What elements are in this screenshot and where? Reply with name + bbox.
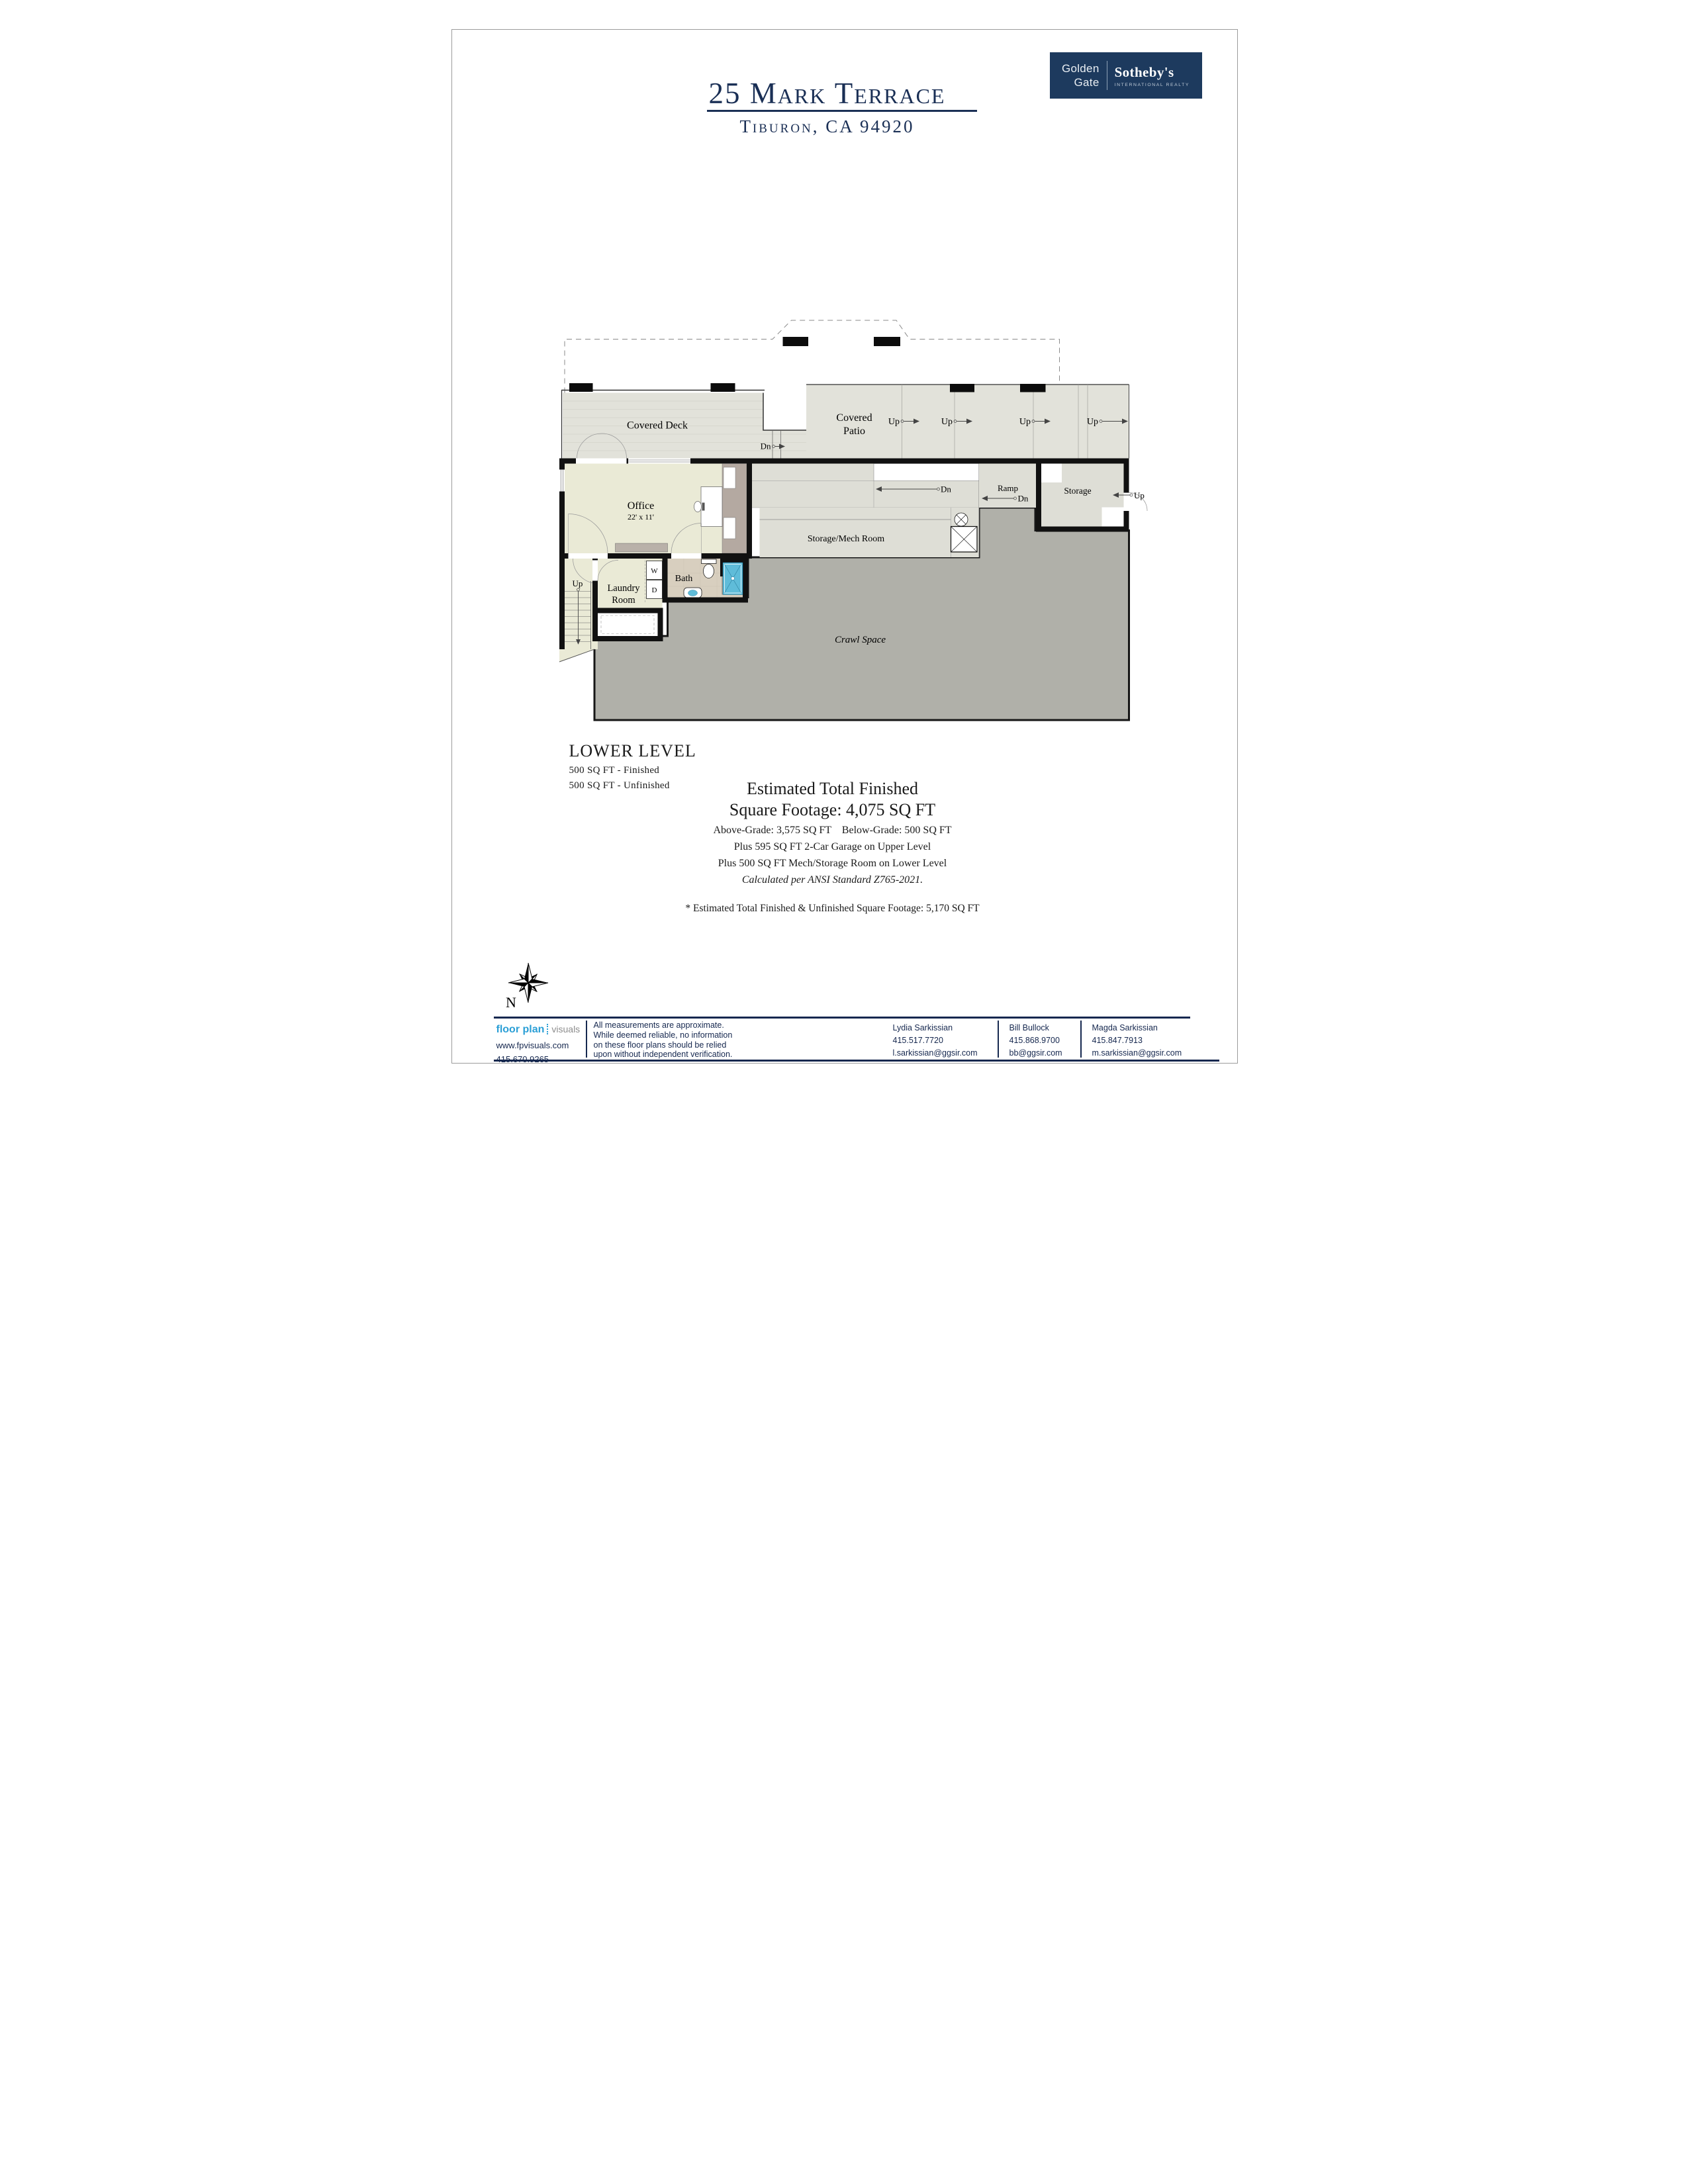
- contact-phone: 415.847.7913: [1092, 1035, 1143, 1045]
- compass-n-label: N: [505, 994, 516, 1010]
- office-chair: [694, 502, 701, 512]
- office-label: Office: [627, 500, 654, 512]
- office-dims-label: 22' x 11': [627, 512, 654, 522]
- compass-rose: [503, 960, 553, 1013]
- fpvisuals-brand-suffix: visuals: [547, 1024, 580, 1034]
- toilet-tank: [701, 559, 716, 564]
- sink: [688, 590, 697, 596]
- covered-deck-label: Covered Deck: [626, 420, 688, 432]
- disclaimer-line: All measurements are approximate.: [593, 1021, 724, 1030]
- svg-text:Up: Up: [1086, 417, 1098, 427]
- fpvisuals-brand: floor plan: [496, 1024, 545, 1035]
- square-footage-summary: [634, 778, 1031, 915]
- disclaimer-line: on these floor plans should be relied: [593, 1040, 727, 1050]
- contact-name: Lydia Sarkissian: [892, 1023, 953, 1032]
- disclaimer-line: While deemed reliable, no information: [593, 1030, 733, 1040]
- summary-line5: Plus 500 SQ FT Mech/Storage Room on Lower Level: [718, 858, 947, 870]
- contact-name: Magda Sarkissian: [1092, 1023, 1158, 1032]
- crawl-space-label: Crawl Space: [834, 635, 886, 645]
- post: [874, 337, 900, 346]
- disclaimer-line: upon without independent verification.: [593, 1050, 733, 1060]
- property-subtitle: Tiburon, CA 94920: [739, 116, 915, 136]
- disclaimer: [594, 1021, 733, 1060]
- storage-mech-label: Storage/Mech Room: [807, 534, 884, 544]
- summary-line4: Plus 595 SQ FT 2-Car Garage on Upper Level: [733, 841, 931, 853]
- post: [950, 384, 974, 392]
- contact-phone: 415.868.9700: [1009, 1035, 1060, 1045]
- brokerage-logo: [1050, 52, 1202, 99]
- summary-line2: Square Footage: 4,075 SQ FT: [729, 799, 936, 819]
- logo-gate: Gate: [1074, 76, 1100, 89]
- covered-patio-label: Patio: [843, 426, 865, 437]
- footer-divider: [998, 1021, 999, 1058]
- contact-email: l.sarkissian@ggsir.com: [892, 1048, 978, 1058]
- property-title: 25 Mark Terrace: [708, 77, 946, 110]
- bath-label: Bath: [675, 574, 692, 584]
- summary-line3: Above-Grade: 3,575 SQ FT Below-Grade: 500 SQ FT: [713, 825, 952, 837]
- svg-text:D: D: [651, 586, 657, 594]
- fpvisuals-block: [496, 1021, 581, 1066]
- summary-footnote: * Estimated Total Finished & Unfinished Square Footage: 5,170 SQ FT: [685, 903, 980, 915]
- contact-name: Bill Bullock: [1009, 1023, 1049, 1032]
- ramp-dn-label: Dn: [1017, 493, 1028, 504]
- footer-divider: [1080, 1021, 1082, 1058]
- footer-bottom-rule: [494, 1060, 1219, 1062]
- floor-plan-lower-level: [551, 304, 1150, 721]
- covered-patio-label: Covered: [835, 412, 872, 424]
- contact-bill: [1009, 1022, 1062, 1059]
- interior-dn-label: Dn: [940, 484, 951, 494]
- logo-golden: Golden: [1061, 62, 1100, 75]
- ramp-label: Ramp: [997, 483, 1018, 493]
- deck-dn-label: Dn: [760, 441, 771, 451]
- document-page: [422, 0, 1266, 1092]
- svg-text:Up: Up: [1019, 417, 1031, 427]
- storage-label: Storage: [1063, 486, 1092, 496]
- title-underline: [707, 110, 977, 112]
- storage-up-label: Up: [1133, 490, 1145, 500]
- contact-email: bb@ggsir.com: [1009, 1048, 1062, 1058]
- contact-phone: 415.517.7720: [892, 1035, 943, 1045]
- summary-line1: Estimated Total Finished: [746, 779, 919, 798]
- logo-golden-gate: [1062, 62, 1100, 90]
- level-finished: 500 SQ FT - Finished: [569, 765, 660, 776]
- logo-sothebys: Sotheby's: [1114, 64, 1174, 80]
- footer-divider: [586, 1021, 587, 1058]
- svg-text:Up: Up: [941, 417, 953, 427]
- laundry-label: Room: [611, 595, 635, 606]
- fpvisuals-website: www.fpvisuals.com: [496, 1040, 569, 1050]
- toilet: [703, 565, 714, 578]
- level-unfinished: 500 SQ FT - Unfinished: [569, 780, 670, 791]
- stairs-up-label: Up: [572, 578, 583, 588]
- summary-line6: Calculated per ANSI Standard Z765-2021.: [741, 874, 923, 886]
- fpvisuals-logo: [496, 1021, 581, 1038]
- roofline-dashed: [565, 320, 1060, 393]
- office-credenza: [615, 543, 667, 552]
- laundry-label: Laundry: [606, 583, 640, 594]
- fpvisuals-phone: 415.670.9265: [496, 1054, 549, 1064]
- page-title: [629, 78, 1026, 109]
- logo-sothebys-block: [1115, 64, 1190, 87]
- contact-lydia: [893, 1022, 978, 1059]
- logo-international-realty: INTERNATIONAL REALTY: [1114, 82, 1190, 87]
- footer: [422, 1019, 1266, 1064]
- contact-magda: [1092, 1022, 1182, 1059]
- footer-top-rule: [494, 1017, 1190, 1019]
- post: [1020, 384, 1046, 392]
- post: [782, 337, 808, 346]
- post: [569, 383, 593, 392]
- level-title: LOWER LEVEL: [569, 741, 696, 760]
- post: [710, 383, 735, 392]
- contact-email: m.sarkissian@ggsir.com: [1092, 1048, 1182, 1058]
- svg-text:Up: Up: [888, 417, 900, 427]
- svg-text:W: W: [650, 567, 658, 575]
